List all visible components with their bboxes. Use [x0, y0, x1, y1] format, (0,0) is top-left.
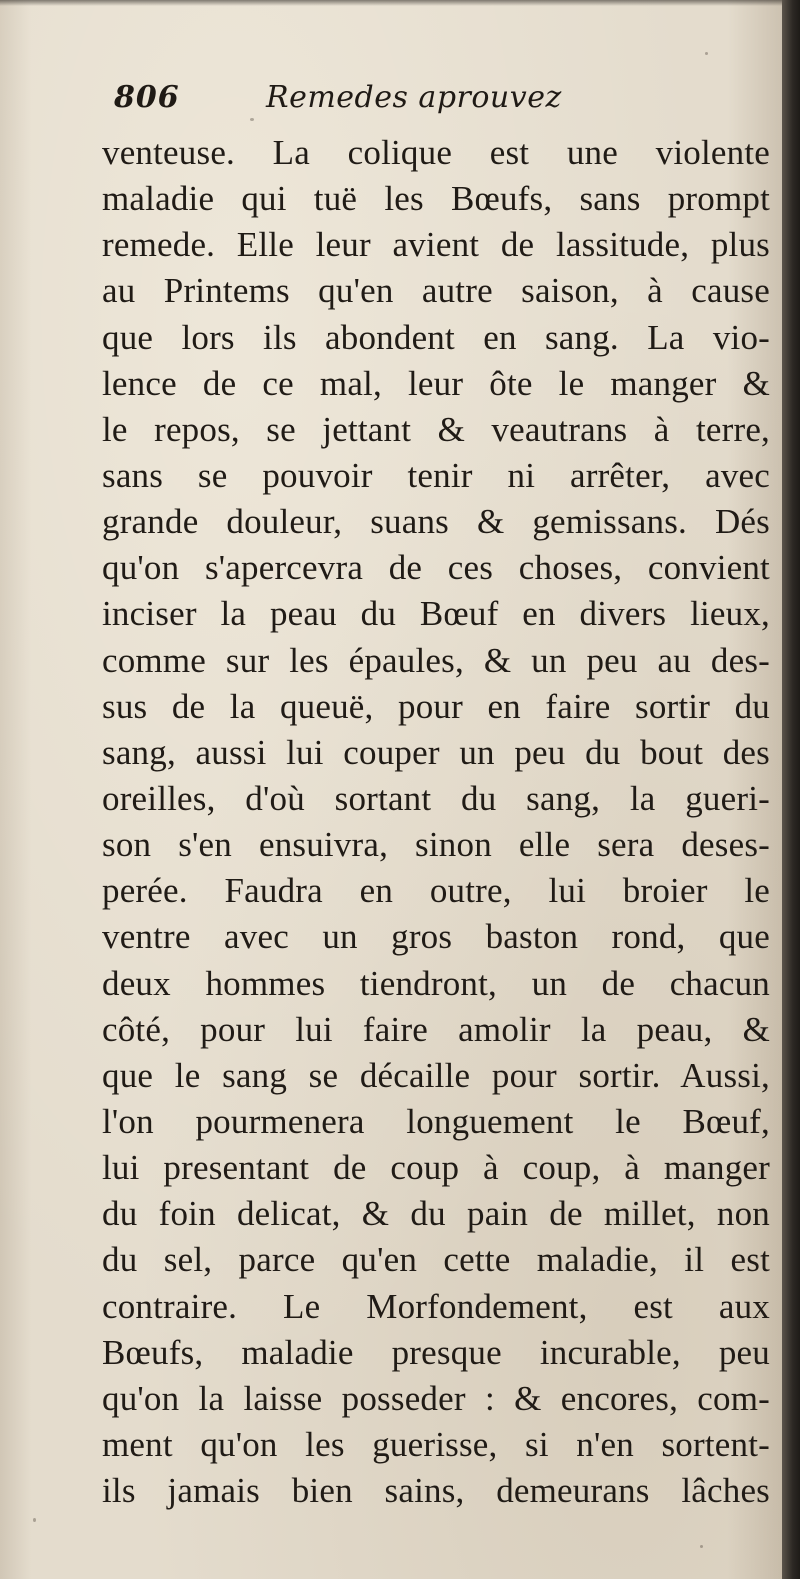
text-line: Bœufs, maladie presque incurable, peu — [102, 1332, 770, 1372]
text-line: grande douleur, suans & gemissans. Dés — [102, 502, 770, 542]
text-line: inciser la peau du Bœuf en divers lieux, — [102, 594, 770, 634]
running-head: Remedes aprouvez — [266, 80, 562, 115]
paper-speck — [700, 1545, 703, 1548]
text-line: que lors ils abondent en sang. La vio- — [102, 317, 770, 357]
text-line: sans se pouvoir tenir ni arrêter, avec — [102, 455, 770, 495]
paper-speck — [705, 52, 708, 55]
paper-speck — [33, 1518, 36, 1522]
text-line: son s'en ensuivra, sinon elle sera deses- — [102, 825, 770, 865]
text-line: qu'on la laisse posseder : & encores, com- — [102, 1378, 770, 1418]
text-line: oreilles, d'où sortant du sang, la gueri- — [102, 778, 770, 818]
text-line: lence de ce mal, leur ôte le manger & — [102, 363, 770, 403]
page-top-shadow — [0, 0, 782, 6]
text-line: venteuse. La colique est une violente — [102, 133, 770, 172]
text-line: le repos, se jettant & veautrans à terre, — [102, 409, 770, 449]
text-line: du foin delicat, & du pain de millet, non — [102, 1194, 770, 1234]
text-line: qu'on s'apercevra de ces choses, convient — [102, 548, 770, 588]
text-line: comme sur les épaules, & un peu au des- — [102, 640, 770, 680]
text-line: au Printems qu'en autre saison, à cause — [102, 271, 770, 311]
text-line: remede. Elle leur avient de lassitude, plus — [102, 225, 770, 265]
page-number: 806 — [114, 80, 180, 115]
text-line: contraire. Le Morfondement, est aux — [102, 1286, 770, 1326]
text-line: perée. Faudra en outre, lui broier le — [102, 871, 770, 911]
text-line: sang, aussi lui couper un peu du bout des — [102, 732, 770, 772]
text-line: lui presentant de coup à coup, à manger — [102, 1148, 770, 1188]
text-line: côté, pour lui faire amolir la peau, & — [102, 1009, 770, 1049]
text-line: deux hommes tiendront, un de chacun — [102, 963, 770, 1003]
text-line: ventre avec un gros baston rond, que — [102, 917, 770, 957]
body-text — [102, 130, 770, 1514]
text-line: maladie qui tuë les Bœufs, sans prompt — [102, 179, 770, 219]
page-header — [106, 78, 666, 124]
text-line: ment qu'on les guerisse, si n'en sortent- — [102, 1424, 770, 1464]
text-line: ils jamais bien sains, demeurans lâches — [102, 1471, 770, 1511]
text-line: du sel, parce qu'en cette maladie, il est — [102, 1240, 770, 1280]
text-line: sus de la queuë, pour en faire sortir du — [102, 686, 770, 726]
text-line: que le sang se décaille pour sortir. Aussi, — [102, 1055, 770, 1095]
book-fore-edge — [782, 0, 800, 1579]
text-line: l'on pourmenera longuement le Bœuf, — [102, 1101, 770, 1141]
